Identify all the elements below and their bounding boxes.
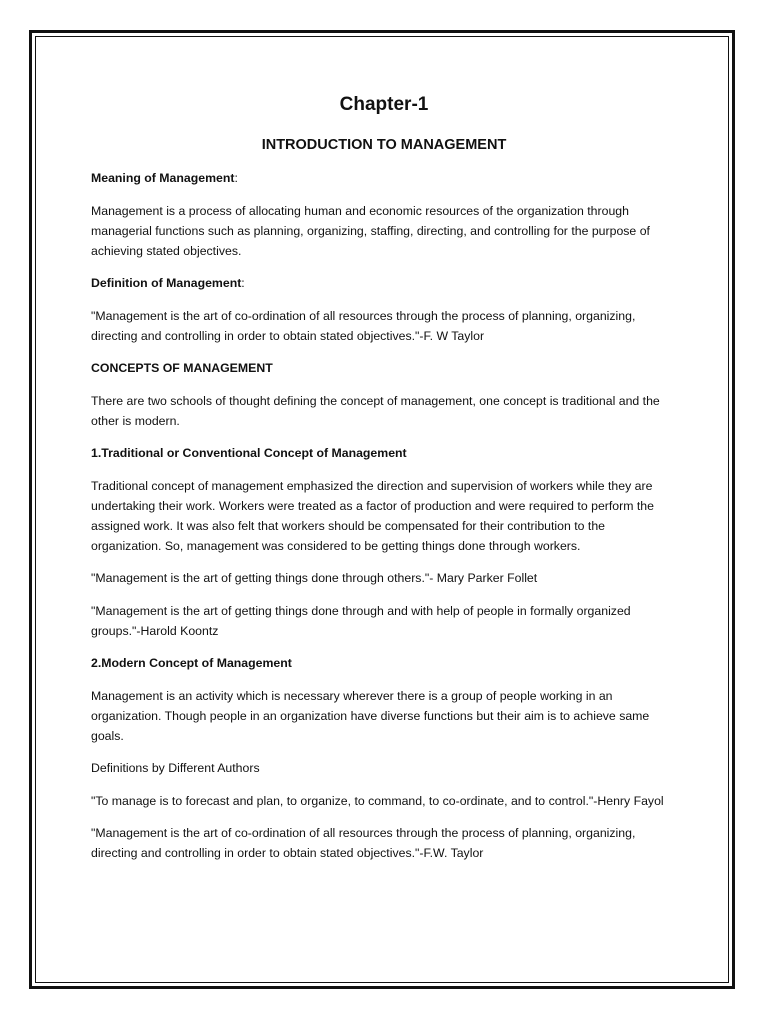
definition-heading xyxy=(91,273,677,293)
chapter-title: Chapter-1 xyxy=(339,94,429,115)
modern-quote-taylor: "Management is the art of co-ordination of all resources through the process of planning, organizing, directing and controlling in order to obtain stated objectives."-F.W. Taylor xyxy=(91,826,636,860)
traditional-quote-follet: "Management is the art of getting things done through others."- Mary Parker Follet xyxy=(91,571,538,585)
document-content xyxy=(91,92,677,876)
meaning-heading xyxy=(91,168,677,188)
concepts-heading: CONCEPTS OF MANAGEMENT xyxy=(91,361,273,375)
traditional-heading: 1.Traditional or Conventional Concept of Management xyxy=(91,446,407,460)
meaning-heading-colon: : xyxy=(234,171,238,185)
definition-quote: "Management is the art of co-ordination of all resources through the process of planning, organizing, directing and controlling in order to obtain stated objectives."-F. W Taylor xyxy=(91,308,636,343)
meaning-heading-text: Meaning of Management xyxy=(91,171,235,185)
concepts-paragraph: There are two schools of thought defining the concept of management, one concept is traditional and the other is modern. xyxy=(91,393,660,428)
modern-paragraph: Management is an activity which is necessary wherever there is a group of people working in an organization. Though people in an organization have diverse functions but their aim is to achieve same goals. xyxy=(91,688,650,743)
definitions-subheading: Definitions by Different Authors xyxy=(91,761,260,775)
modern-quote-fayol: "To manage is to forecast and plan, to organize, to command, to co-ordinate, and to control."-Henry Fayol xyxy=(91,793,664,808)
document-title: INTRODUCTION TO MANAGEMENT xyxy=(261,137,507,153)
modern-heading: 2.Modern Concept of Management xyxy=(91,656,292,670)
definition-heading-colon: : xyxy=(241,276,245,290)
traditional-paragraph: Traditional concept of management emphasized the direction and supervision of workers while they are undertaking their work. Workers were treated as a factor of production and were required to perform the assigned work. It was also felt that workers should be compensated for their contribution to the organization. So, management was considered to be getting things done through workers. xyxy=(91,478,654,553)
traditional-quote-koontz: "Management is the art of getting things done through and with help of people in formally organized groups."-Harold Koontz xyxy=(91,603,631,638)
meaning-paragraph: Management is a process of allocating human and economic resources of the organization through managerial functions such as planning, organizing, staffing, directing, and controlling for the purpose of achieving stated objectives. xyxy=(91,203,650,258)
definition-heading-text: Definition of Management xyxy=(91,276,242,290)
